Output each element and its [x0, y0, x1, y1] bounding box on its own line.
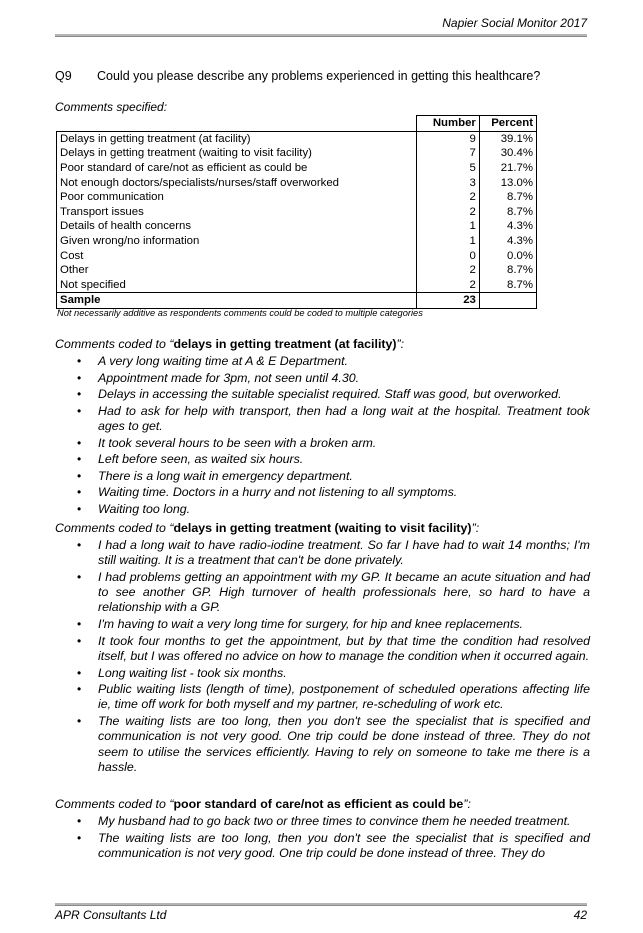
- bullet-icon: •: [77, 403, 82, 418]
- heading-prefix: Comments coded to “: [55, 797, 174, 811]
- table-row: [57, 190, 537, 205]
- comment-item: [55, 814, 590, 829]
- sample-percent: [479, 293, 536, 309]
- comment-item: [55, 570, 590, 616]
- comment-text: I'm having to wait a very long time for surgery, for hip and knee replacements.: [98, 617, 523, 632]
- column-header-number: Number: [416, 116, 479, 132]
- comment-text: Left before seen, as waited six hours.: [98, 452, 304, 467]
- table-row: [57, 278, 537, 293]
- section-heading: [55, 337, 590, 351]
- row-label: Details of health concerns: [57, 219, 417, 234]
- heading-prefix: Comments coded to “: [55, 337, 174, 351]
- comments-section-at-facility: [55, 337, 590, 519]
- page-number: 42: [573, 908, 587, 922]
- table-row: [57, 263, 537, 278]
- row-percent: 8.7%: [479, 190, 536, 205]
- running-header: Napier Social Monitor 2017: [442, 16, 587, 30]
- row-label: Delays in getting treatment (at facility): [57, 131, 417, 146]
- bullet-icon: •: [77, 814, 82, 828]
- comments-section-poor-standard: [55, 797, 590, 862]
- comment-item: [55, 634, 590, 665]
- bullet-icon: •: [77, 538, 82, 552]
- row-percent: 8.7%: [479, 263, 536, 278]
- heading-suffix: ”:: [463, 797, 471, 811]
- comment-item: [55, 831, 590, 862]
- comment-text: Had to ask for help with transport, then had a long wait at the hospital. Treatment took ages to get.: [98, 403, 590, 434]
- bullet-icon: •: [77, 435, 82, 450]
- sample-label: Sample: [57, 293, 417, 309]
- comment-item: [55, 404, 590, 435]
- bullet-icon: •: [77, 468, 82, 483]
- comments-section-waiting-to-visit: [55, 521, 590, 777]
- row-label: Not enough doctors/specialists/nurses/staff overworked: [57, 175, 417, 190]
- comment-item: [55, 354, 590, 369]
- row-percent: 4.3%: [479, 219, 536, 234]
- comment-item: [55, 436, 590, 451]
- bullet-icon: •: [77, 387, 82, 402]
- table-row: [57, 175, 537, 190]
- comment-text: It took several hours to be seen with a broken arm.: [98, 435, 377, 450]
- comment-list: [55, 814, 590, 861]
- table-row: [57, 131, 537, 146]
- comment-item: [55, 469, 590, 484]
- row-label: Delays in getting treatment (waiting to visit facility): [57, 146, 417, 161]
- comment-list: [55, 538, 590, 775]
- heading-prefix: Comments coded to “: [55, 521, 174, 535]
- bullet-icon: •: [77, 354, 82, 368]
- sample-number: 23: [416, 293, 479, 309]
- row-percent: 4.3%: [479, 234, 536, 249]
- comment-item: [55, 682, 590, 713]
- comment-text: The waiting lists are too long, then you don't see the specialist that is specified and communication is not very good. One trip could be done instead of three. They do not seem to utilise the services efficiently. Having to rely on someone to take me there is a hassle.: [98, 714, 590, 774]
- table-caption: Comments specified:: [55, 100, 168, 114]
- comment-text: I had a long wait to have radio-iodine treatment. So far I have had to wait 14 months; I'm still waiting. It is a treatment that can't be done privately.: [98, 538, 590, 568]
- row-label: Given wrong/no information: [57, 234, 417, 249]
- bullet-icon: •: [77, 617, 82, 632]
- section-heading: [55, 797, 590, 811]
- column-header-percent: Percent: [479, 116, 536, 132]
- row-percent: 21.7%: [479, 161, 536, 176]
- comment-text: A very long waiting time at A & E Department.: [98, 354, 348, 368]
- row-percent: 8.7%: [479, 205, 536, 220]
- comment-item: [55, 714, 590, 775]
- comments-table: [56, 115, 537, 309]
- row-label: Poor communication: [57, 190, 417, 205]
- heading-suffix: ”:: [471, 521, 480, 535]
- comment-item: [55, 452, 590, 467]
- comment-text: Long waiting list - took six months.: [98, 665, 287, 680]
- row-percent: 30.4%: [479, 146, 536, 161]
- comment-text: Delays in accessing the suitable specialist required. Staff was good, but overworked.: [98, 387, 562, 402]
- question-number: Q9: [55, 69, 72, 83]
- table-note: Not necessarily additive as respondents comments could be coded to multiple categories: [57, 308, 423, 318]
- heading-category: poor standard of care/not as efficient as could be: [173, 797, 464, 811]
- table-row: [57, 161, 537, 176]
- comment-list: [55, 354, 590, 517]
- table-row: [57, 219, 537, 234]
- heading-category: delays in getting treatment (waiting to visit facility): [173, 521, 472, 535]
- comment-text: Waiting too long.: [98, 502, 191, 517]
- row-number: 2: [416, 263, 479, 278]
- question-text: Could you please describe any problems experienced in getting this healthcare?: [97, 69, 541, 83]
- bullet-icon: •: [77, 714, 82, 729]
- bullet-icon: •: [77, 485, 82, 500]
- table-row: [57, 234, 537, 249]
- table-row: [57, 248, 537, 263]
- row-number: 1: [416, 234, 479, 249]
- comment-text: Appointment made for 3pm, not seen until 4.30.: [98, 370, 360, 385]
- footer-rule: [55, 903, 587, 906]
- header-rule: [55, 34, 587, 37]
- comment-text: There is a long wait in emergency department.: [98, 468, 353, 483]
- row-label: Cost: [57, 248, 417, 263]
- comment-item: [55, 617, 590, 632]
- table-body: [57, 131, 537, 308]
- comment-item: [55, 538, 590, 569]
- row-percent: 8.7%: [479, 278, 536, 293]
- comment-text: Public waiting lists (length of time), postponement of scheduled operations affecting life ie, time off work for both myself and my partner, re-scheduling of work etc.: [98, 682, 590, 712]
- sample-row: [57, 293, 537, 309]
- comment-text: My husband had to go back two or three times to convince them he needed treatment.: [98, 814, 571, 828]
- table-row: [57, 146, 537, 161]
- comment-item: [55, 371, 590, 386]
- comment-item: [55, 485, 590, 500]
- table-row: [57, 205, 537, 220]
- row-number: 2: [416, 205, 479, 220]
- bullet-icon: •: [77, 830, 82, 845]
- row-percent: 39.1%: [479, 131, 536, 146]
- row-number: 2: [416, 278, 479, 293]
- table-header-blank: [57, 116, 417, 132]
- question: [55, 69, 540, 83]
- heading-suffix: ”:: [396, 337, 405, 351]
- bullet-icon: •: [77, 569, 82, 584]
- row-label: Transport issues: [57, 205, 417, 220]
- row-label: Poor standard of care/not as efficient as could be: [57, 161, 417, 176]
- comment-text: It took four months to get the appointment, but by that time the condition had resolved itself, but I was offered no advice on how to manage the condition when it occurred again.: [98, 633, 590, 663]
- row-number: 5: [416, 161, 479, 176]
- footer-company: APR Consultants Ltd: [55, 908, 167, 922]
- row-number: 7: [416, 146, 479, 161]
- bullet-icon: •: [77, 370, 82, 385]
- bullet-icon: •: [77, 665, 82, 680]
- bullet-icon: •: [77, 452, 82, 467]
- row-number: 3: [416, 175, 479, 190]
- bullet-icon: •: [77, 502, 82, 517]
- comment-text: I had problems getting an appointment with my GP. It became an acute situation and had to see another GP. High turnover of health professionals here, so hard to have a relationship with a GP.: [98, 569, 590, 615]
- row-number: 0: [416, 248, 479, 263]
- comment-item: [55, 387, 590, 402]
- comment-text: Waiting time. Doctors in a hurry and not listening to all symptoms.: [98, 485, 458, 500]
- bullet-icon: •: [77, 682, 82, 697]
- comment-text: The waiting lists are too long, then you don't see the specialist that is specified and communication is not very good. One trip could be done instead of three. They do: [98, 830, 590, 860]
- bullet-icon: •: [77, 633, 82, 648]
- row-percent: 0.0%: [479, 248, 536, 263]
- row-label: Other: [57, 263, 417, 278]
- row-percent: 13.0%: [479, 175, 536, 190]
- section-heading: [55, 521, 590, 535]
- row-label: Not specified: [57, 278, 417, 293]
- row-number: 2: [416, 190, 479, 205]
- comment-item: [55, 502, 590, 517]
- heading-category: delays in getting treatment (at facility): [173, 337, 397, 351]
- row-number: 9: [416, 131, 479, 146]
- comment-item: [55, 666, 590, 681]
- row-number: 1: [416, 219, 479, 234]
